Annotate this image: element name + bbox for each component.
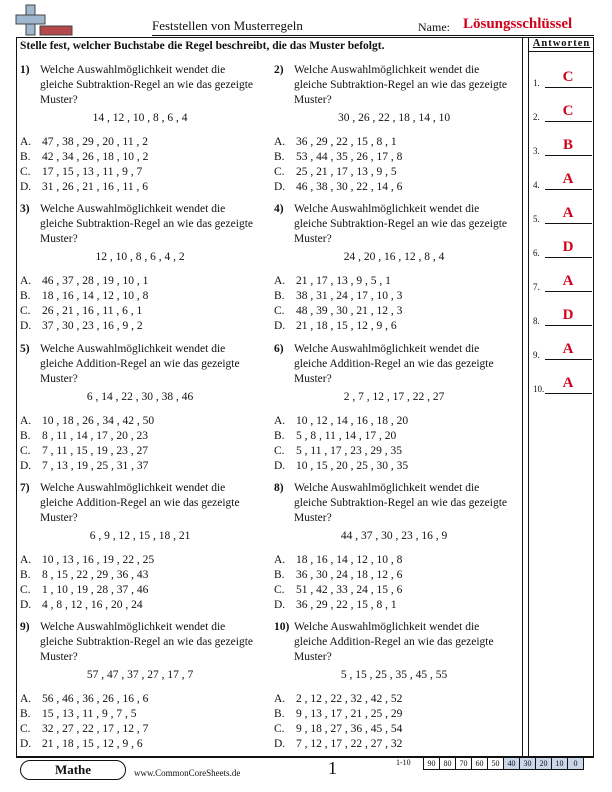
option-value: 46 , 38 , 30 , 22 , 14 , 6 <box>296 181 403 193</box>
option-letter: A. <box>274 554 286 566</box>
option-value: 56 , 46 , 36 , 26 , 16 , 6 <box>42 693 149 705</box>
option-list <box>274 135 402 195</box>
option-value: 10 , 18 , 26 , 34 , 42 , 50 <box>42 415 155 427</box>
instructions: Stelle fest, welcher Buchstabe die Regel beschreibt, die das Muster befolgt. <box>20 40 385 52</box>
option-d <box>274 459 408 474</box>
question-pattern: 30 , 26 , 22 , 18 , 14 , 10 <box>337 112 451 124</box>
option-value: 21 , 18 , 15 , 12 , 9 , 6 <box>42 738 143 750</box>
option-letter: D. <box>20 320 32 332</box>
option-letter: A. <box>274 415 286 427</box>
question-text: Welche Auswahlmöglichkeit wendet die gleiche Addition-Regel an wie das gezeigte Muster? <box>294 621 494 663</box>
option-letter: D. <box>274 738 286 750</box>
option-letter: A. <box>20 275 32 287</box>
answer-line <box>545 359 592 360</box>
option-c <box>20 444 154 459</box>
option-value: 21 , 17 , 13 , 9 , 5 , 1 <box>296 275 391 287</box>
option-letter: B. <box>20 569 31 581</box>
option-letter: A. <box>274 693 286 705</box>
answer-line <box>545 121 592 122</box>
question-number: 2) <box>274 64 284 76</box>
option-value: 48 , 39 , 30 , 21 , 12 , 3 <box>296 305 403 317</box>
option-value: 9 , 13 , 17 , 21 , 25 , 29 <box>296 708 403 720</box>
score-cell: 60 <box>472 758 488 770</box>
answer-letter: A <box>562 273 574 289</box>
question-text: Welche Auswahlmöglichkeit wendet die gleiche Subtraktion-Regel an wie das gezeigte Muster? <box>40 64 253 106</box>
question-number: 4) <box>274 203 284 215</box>
answer-number: 10. <box>533 384 545 394</box>
option-d <box>274 737 402 752</box>
answer-number: 8. <box>533 316 540 326</box>
option-c <box>20 165 148 180</box>
option-value: 10 , 12 , 14 , 16 , 18 , 20 <box>296 415 409 427</box>
answer-row <box>533 238 593 258</box>
option-letter: B. <box>20 708 31 720</box>
answer-letter: A <box>562 205 574 221</box>
score-cell: 50 <box>488 758 504 770</box>
option-letter: A. <box>274 136 286 148</box>
score-cell: 0 <box>568 758 584 770</box>
option-c <box>274 304 402 319</box>
question-number: 7) <box>20 482 30 494</box>
answer-key-title: Lösungsschlüssel <box>463 16 573 32</box>
option-letter: B. <box>274 430 285 442</box>
option-a <box>20 553 154 568</box>
option-list <box>274 553 402 613</box>
option-value: 5 , 11 , 17 , 23 , 29 , 35 <box>296 445 402 457</box>
answer-number: 1. <box>533 78 540 88</box>
option-value: 17 , 15 , 13 , 11 , 9 , 7 <box>42 166 143 178</box>
option-b <box>20 289 148 304</box>
answers-header-divider <box>529 51 594 52</box>
question-number: 3) <box>20 203 30 215</box>
question-pattern: 24 , 20 , 16 , 12 , 8 , 4 <box>343 251 445 263</box>
question-number: 9) <box>20 621 30 633</box>
option-letter: D. <box>274 320 286 332</box>
question-text: Welche Auswahlmöglichkeit wendet die gleiche Addition-Regel an wie das gezeigte Muster? <box>40 343 240 385</box>
question-text: Welche Auswahlmöglichkeit wendet die gleiche Subtraktion-Regel an wie das gezeigte Muster? <box>40 203 253 245</box>
option-letter: D. <box>20 738 32 750</box>
question-text: Welche Auswahlmöglichkeit wendet die gleiche Subtraktion-Regel an wie das gezeigte Muster? <box>294 203 507 245</box>
answer-line <box>545 257 592 258</box>
option-letter: C. <box>20 445 31 457</box>
option-letter: B. <box>20 430 31 442</box>
option-letter: B. <box>274 708 285 720</box>
question-text: Welche Auswahlmöglichkeit wendet die gleiche Addition-Regel an wie das gezeigte Muster? <box>40 482 240 524</box>
option-a <box>274 274 402 289</box>
option-letter: D. <box>274 181 286 193</box>
option-d <box>20 598 154 613</box>
option-a <box>274 692 402 707</box>
answer-row <box>533 136 593 156</box>
option-value: 7 , 11 , 15 , 19 , 23 , 27 <box>42 445 148 457</box>
option-c <box>274 722 402 737</box>
answer-number: 3. <box>533 146 540 156</box>
option-letter: A. <box>20 415 32 427</box>
option-letter: B. <box>274 151 285 163</box>
option-d <box>20 319 148 334</box>
option-value: 5 , 8 , 11 , 14 , 17 , 20 <box>296 430 397 442</box>
option-letter: C. <box>274 305 285 317</box>
question-text: Welche Auswahlmöglichkeit wendet die gleiche Subtraktion-Regel an wie das gezeigte Muster? <box>294 482 507 524</box>
question-number: 1) <box>20 64 30 76</box>
question-number: 6) <box>274 343 284 355</box>
question-pattern: 5 , 15 , 25 , 35 , 45 , 55 <box>340 669 448 681</box>
answer-number: 4. <box>533 180 540 190</box>
option-a <box>20 274 148 289</box>
question-text: Welche Auswahlmöglichkeit wendet die gleiche Subtraktion-Regel an wie das gezeigte Muster? <box>40 621 253 663</box>
website-link[interactable]: www.CommonCoreSheets.de <box>134 768 241 778</box>
answer-line <box>545 393 592 394</box>
option-letter: C. <box>274 445 285 457</box>
option-value: 4 , 8 , 12 , 16 , 20 , 24 <box>42 599 143 611</box>
option-value: 8 , 15 , 22 , 29 , 36 , 43 <box>42 569 149 581</box>
answer-line <box>545 223 592 224</box>
option-b <box>274 150 402 165</box>
question-pattern: 12 , 10 , 8 , 6 , 4 , 2 <box>95 251 185 263</box>
option-d <box>20 180 148 195</box>
answer-line <box>545 155 592 156</box>
answer-letter: A <box>562 375 574 391</box>
option-value: 31 , 26 , 21 , 16 , 11 , 6 <box>42 181 148 193</box>
option-letter: A. <box>20 693 32 705</box>
page-number: 1 <box>328 758 337 778</box>
option-list <box>274 274 402 334</box>
option-letter: C. <box>274 166 285 178</box>
answer-letter: D <box>562 239 574 255</box>
score-cell: 10 <box>552 758 568 770</box>
option-value: 47 , 38 , 29 , 20 , 11 , 2 <box>42 136 148 148</box>
answer-row <box>533 68 593 88</box>
answer-column-divider <box>522 37 529 757</box>
answer-row <box>533 102 593 122</box>
option-list <box>20 414 154 474</box>
score-table <box>423 757 584 770</box>
score-cell: 40 <box>504 758 520 770</box>
option-value: 37 , 30 , 23 , 16 , 9 , 2 <box>42 320 143 332</box>
answer-line <box>545 291 592 292</box>
question-number: 10) <box>274 621 290 633</box>
subject-badge: Mathe <box>20 760 126 780</box>
answer-row <box>533 170 593 190</box>
question-pattern: 6 , 9 , 12 , 15 , 18 , 21 <box>89 530 191 542</box>
option-letter: C. <box>274 723 285 735</box>
option-list <box>20 135 148 195</box>
option-a <box>274 414 408 429</box>
option-value: 8 , 11 , 14 , 17 , 20 , 23 <box>42 430 148 442</box>
logo-icon <box>14 4 74 38</box>
option-c <box>274 165 402 180</box>
option-b <box>274 707 402 722</box>
answer-letter: D <box>562 307 574 323</box>
option-c <box>20 583 154 598</box>
option-letter: A. <box>20 136 32 148</box>
answer-row <box>533 204 593 224</box>
option-value: 10 , 15 , 20 , 25 , 30 , 35 <box>296 460 409 472</box>
header-divider <box>152 35 594 36</box>
option-letter: A. <box>20 554 32 566</box>
answer-number: 2. <box>533 112 540 122</box>
option-value: 9 , 18 , 27 , 36 , 45 , 54 <box>296 723 403 735</box>
option-c <box>274 583 402 598</box>
answer-number: 5. <box>533 214 540 224</box>
option-list <box>20 553 154 613</box>
answer-line <box>545 189 592 190</box>
name-label: Name: <box>418 20 450 34</box>
option-d <box>20 459 154 474</box>
option-b <box>274 429 408 444</box>
option-c <box>20 722 148 737</box>
answer-line <box>545 87 592 88</box>
answer-letter: B <box>562 137 573 153</box>
option-b <box>274 568 402 583</box>
answer-number: 7. <box>533 282 540 292</box>
answer-letter: C <box>562 103 574 119</box>
answer-line <box>545 325 592 326</box>
option-value: 36 , 29 , 22 , 15 , 8 , 1 <box>296 599 397 611</box>
option-letter: C. <box>20 584 31 596</box>
question-pattern: 57 , 47 , 37 , 27 , 17 , 7 <box>86 669 194 681</box>
option-a <box>20 414 154 429</box>
option-value: 36 , 29 , 22 , 15 , 8 , 1 <box>296 136 397 148</box>
answer-letter: A <box>562 341 574 357</box>
option-value: 21 , 18 , 15 , 12 , 9 , 6 <box>296 320 397 332</box>
answers-header: Antworten <box>532 38 591 49</box>
option-letter: D. <box>20 181 32 193</box>
option-value: 38 , 31 , 24 , 17 , 10 , 3 <box>296 290 403 302</box>
option-c <box>274 444 408 459</box>
option-a <box>20 692 148 707</box>
option-letter: C. <box>20 166 31 178</box>
option-list <box>20 274 148 334</box>
option-letter: B. <box>274 290 285 302</box>
answer-row <box>533 340 593 360</box>
option-value: 51 , 42 , 33 , 24 , 15 , 6 <box>296 584 403 596</box>
option-b <box>20 429 154 444</box>
option-list <box>274 414 408 474</box>
option-a <box>274 135 402 150</box>
question-pattern: 2 , 7 , 12 , 17 , 22 , 27 <box>343 391 445 403</box>
answer-row <box>533 272 593 292</box>
score-range-label: 1-10 <box>396 758 411 767</box>
option-letter: A. <box>274 275 286 287</box>
answer-row <box>533 306 593 326</box>
option-d <box>20 737 148 752</box>
option-value: 1 , 10 , 19 , 28 , 37 , 46 <box>42 584 149 596</box>
option-list <box>274 692 402 752</box>
option-value: 26 , 21 , 16 , 11 , 6 , 1 <box>42 305 143 317</box>
option-value: 25 , 21 , 17 , 13 , 9 , 5 <box>296 166 397 178</box>
option-b <box>20 707 148 722</box>
score-cell: 80 <box>440 758 456 770</box>
option-letter: D. <box>274 460 286 472</box>
score-cell: 30 <box>520 758 536 770</box>
answer-row <box>533 374 593 394</box>
question-pattern: 6 , 14 , 22 , 30 , 38 , 46 <box>86 391 194 403</box>
option-list <box>20 692 148 752</box>
option-value: 7 , 12 , 17 , 22 , 27 , 32 <box>296 738 403 750</box>
option-value: 53 , 44 , 35 , 26 , 17 , 8 <box>296 151 403 163</box>
worksheet-title: Feststellen von Musterregeln <box>152 18 303 33</box>
option-letter: B. <box>20 290 31 302</box>
question-text: Welche Auswahlmöglichkeit wendet die gleiche Addition-Regel an wie das gezeigte Muster? <box>294 343 494 385</box>
question-pattern: 14 , 12 , 10 , 8 , 6 , 4 <box>92 112 188 124</box>
option-letter: C. <box>20 305 31 317</box>
option-c <box>20 304 148 319</box>
option-letter: D. <box>20 460 32 472</box>
question-pattern: 44 , 37 , 30 , 23 , 16 , 9 <box>340 530 448 542</box>
option-value: 18 , 16 , 14 , 12 , 10 , 8 <box>42 290 149 302</box>
score-cell: 90 <box>424 758 440 770</box>
option-value: 18 , 16 , 14 , 12 , 10 , 8 <box>296 554 403 566</box>
option-letter: C. <box>274 584 285 596</box>
option-b <box>20 568 154 583</box>
option-a <box>20 135 148 150</box>
score-cell: 70 <box>456 758 472 770</box>
option-letter: D. <box>274 599 286 611</box>
answer-letter: C <box>562 69 574 85</box>
option-value: 7 , 13 , 19 , 25 , 31 , 37 <box>42 460 149 472</box>
question-text: Welche Auswahlmöglichkeit wendet die gleiche Subtraktion-Regel an wie das gezeigte Muster? <box>294 64 507 106</box>
option-a <box>274 553 402 568</box>
option-b <box>274 289 402 304</box>
question-number: 5) <box>20 343 30 355</box>
option-value: 46 , 37 , 28 , 19 , 10 , 1 <box>42 275 149 287</box>
option-value: 2 , 12 , 22 , 32 , 42 , 52 <box>296 693 403 705</box>
answer-number: 6. <box>533 248 540 258</box>
answer-letter: A <box>562 171 574 187</box>
option-value: 15 , 13 , 11 , 9 , 7 , 5 <box>42 708 137 720</box>
option-value: 32 , 27 , 22 , 17 , 12 , 7 <box>42 723 149 735</box>
score-cell: 20 <box>536 758 552 770</box>
option-value: 42 , 34 , 26 , 18 , 10 , 2 <box>42 151 149 163</box>
question-number: 8) <box>274 482 284 494</box>
answer-number: 9. <box>533 350 540 360</box>
option-d <box>274 598 402 613</box>
option-value: 36 , 30 , 24 , 18 , 12 , 6 <box>296 569 403 581</box>
option-value: 10 , 13 , 16 , 19 , 22 , 25 <box>42 554 155 566</box>
option-letter: D. <box>20 599 32 611</box>
option-letter: C. <box>20 723 31 735</box>
option-d <box>274 319 402 334</box>
option-d <box>274 180 402 195</box>
option-b <box>20 150 148 165</box>
option-letter: B. <box>274 569 285 581</box>
option-letter: B. <box>20 151 31 163</box>
